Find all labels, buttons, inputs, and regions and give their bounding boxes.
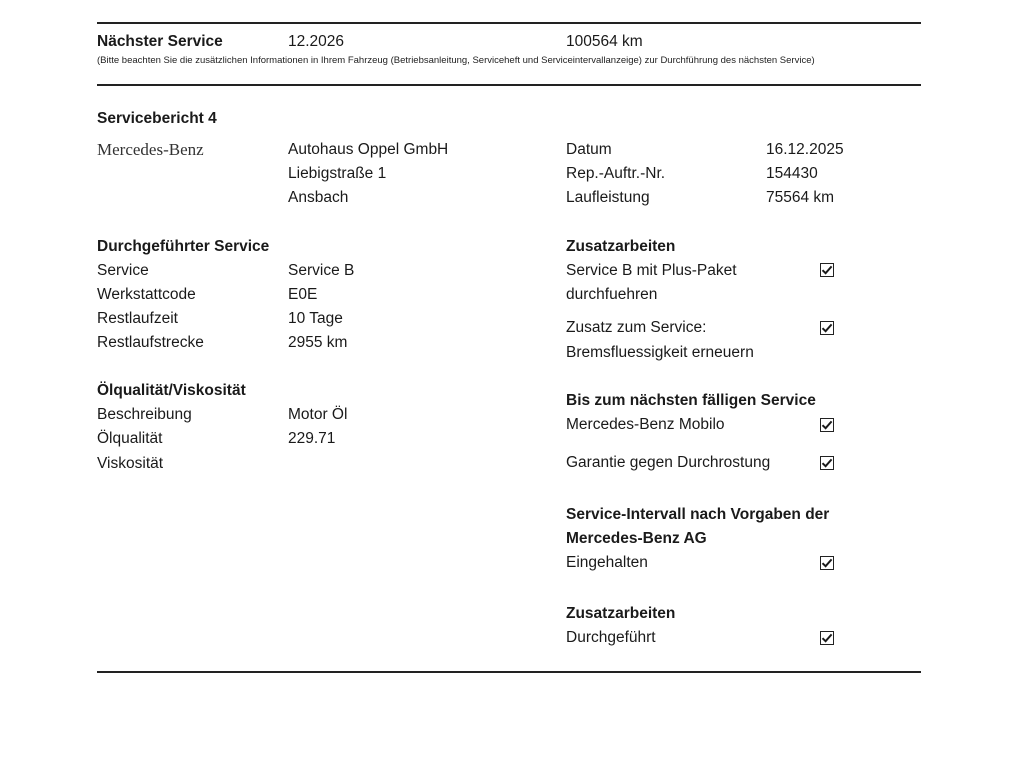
extra-work-2-title: Zusatzarbeiten: [566, 605, 676, 622]
oil-label-viscosity: Viskosität: [97, 455, 164, 472]
meta-label-mileage: Laufleistung: [566, 189, 650, 206]
checkmark-icon: [821, 419, 833, 431]
oil-title: Ölqualität/Viskosität: [97, 382, 246, 399]
performed-value-workshop-code: E0E: [288, 286, 318, 303]
top-divider: [97, 22, 921, 24]
meta-label-date: Datum: [566, 141, 612, 158]
interval-title-line1: Service-Intervall nach Vorgaben der: [566, 506, 830, 523]
brand-logo-text: Mercedes-Benz: [97, 140, 204, 159]
until-next-item-rust: Garantie gegen Durchrostung: [566, 454, 771, 471]
dealer-street: Liebigstraße 1: [288, 165, 387, 182]
oil-label-quality: Ölqualität: [97, 430, 163, 447]
header-divider: [97, 84, 921, 86]
until-next-title: Bis zum nächsten fälligen Service: [566, 392, 816, 409]
interval-item-kept: Eingehalten: [566, 554, 648, 571]
meta-value-order: 154430: [766, 165, 818, 182]
meta-value-mileage: 75564 km: [766, 189, 835, 206]
until-next-mobilo-checkbox[interactable]: [820, 418, 834, 432]
checkmark-icon: [821, 632, 833, 644]
until-next-item-mobilo: Mercedes-Benz Mobilo: [566, 416, 725, 433]
next-service-mileage: 100564 km: [566, 33, 643, 50]
extra-work-2-item-done: Durchgeführt: [566, 629, 656, 646]
extra-work-item-2-line2: Bremsfluessigkeit erneuern: [566, 344, 754, 361]
checkmark-icon: [821, 557, 833, 569]
performed-label-remaining-distance: Restlaufstrecke: [97, 334, 204, 351]
extra-work-item-2-line1: Zusatz zum Service:: [566, 319, 707, 336]
oil-label-description: Beschreibung: [97, 406, 192, 423]
extra-work-title: Zusatzarbeiten: [566, 238, 676, 255]
performed-value-remaining-time: 10 Tage: [288, 310, 343, 327]
checkmark-icon: [821, 322, 833, 334]
performed-value-remaining-distance: 2955 km: [288, 334, 348, 351]
bottom-divider: [97, 671, 921, 673]
performed-service-title: Durchgeführter Service: [97, 238, 270, 255]
performed-label-workshop-code: Werkstattcode: [97, 286, 196, 303]
checkmark-icon: [821, 457, 833, 469]
oil-value-quality: 229.71: [288, 430, 336, 447]
next-service-note: (Bitte beachten Sie die zusätzlichen Informationen in Ihrem Fahrzeug (Betriebsanleitung, Serviceheft und Serviceintervallanzeige) zur Durchführung des nächsten Service): [97, 55, 815, 66]
oil-value-description: Motor Öl: [288, 406, 348, 423]
dealer-city: Ansbach: [288, 189, 349, 206]
meta-label-order: Rep.-Auftr.-Nr.: [566, 165, 666, 182]
next-service-label: Nächster Service: [97, 33, 223, 50]
interval-kept-checkbox[interactable]: [820, 556, 834, 570]
report-title: Servicebericht 4: [97, 110, 217, 127]
extra-work-item-2-checkbox[interactable]: [820, 321, 834, 335]
performed-label-remaining-time: Restlaufzeit: [97, 310, 178, 327]
performed-value-service: Service B: [288, 262, 355, 279]
meta-value-date: 16.12.2025: [766, 141, 844, 158]
extra-work-2-done-checkbox[interactable]: [820, 631, 834, 645]
until-next-rust-checkbox[interactable]: [820, 456, 834, 470]
dealer-name: Autohaus Oppel GmbH: [288, 141, 449, 158]
extra-work-item-1-checkbox[interactable]: [820, 263, 834, 277]
next-service-date: 12.2026: [288, 33, 345, 50]
extra-work-item-1-line2: durchfuehren: [566, 286, 658, 303]
performed-label-service: Service: [97, 262, 149, 279]
interval-title-line2: Mercedes-Benz AG: [566, 530, 707, 547]
extra-work-item-1-line1: Service B mit Plus-Paket: [566, 262, 737, 279]
checkmark-icon: [821, 264, 833, 276]
